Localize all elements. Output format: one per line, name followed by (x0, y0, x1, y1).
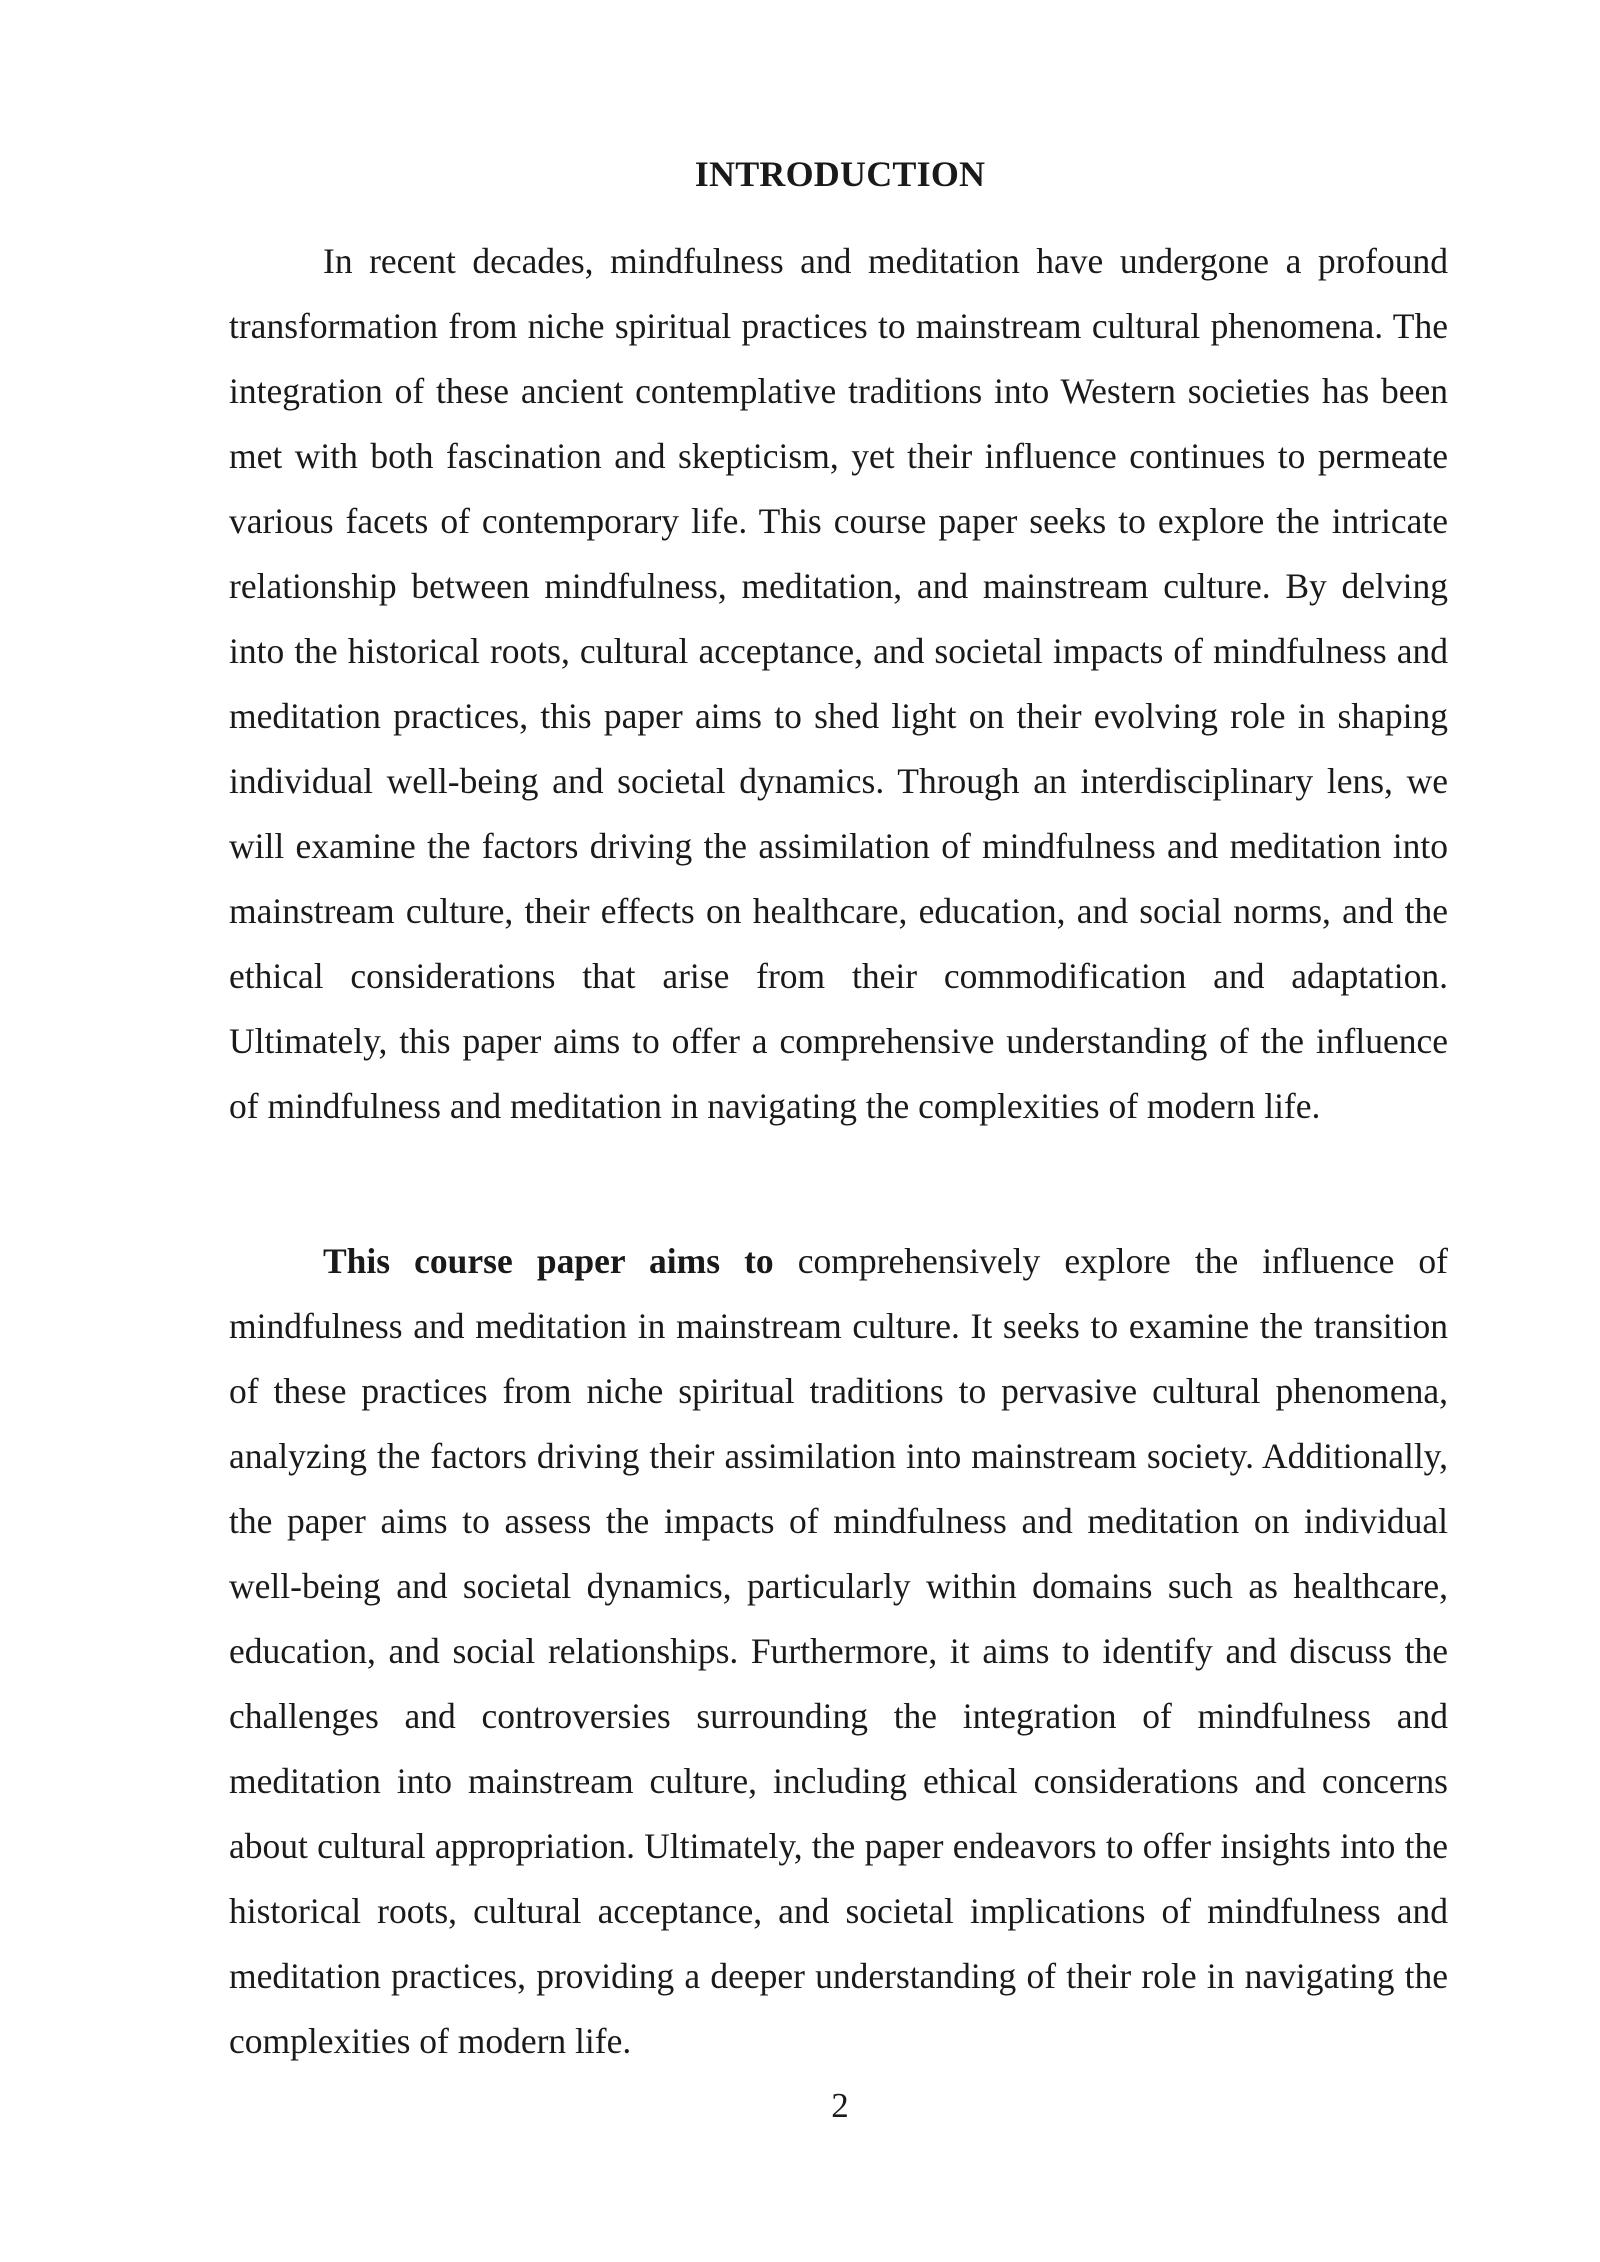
body-paragraph-1 (229, 229, 1448, 1139)
paragraph-2-text: comprehensively explore the influence of mindfulness and meditation in mainstream culture. It seeks to examine the transition of these practices from niche spiritual traditions to pervasive cultural phenomena, analyzing the factors driving their assimilation into mainstream society. Additionally, the paper aims to assess the impacts of mindfulness and meditation on individual well-being and societal dynamics, particularly within domains such as healthcare, education, and social relationships. Furthermore, it aims to identify and discuss the challenges and controversies surrounding the integration of mindfulness and meditation into mainstream culture, including ethical considerations and concerns about cultural appropriation. Ultimately, the paper endeavors to offer insights into the historical roots, cultural acceptance, and societal implications of mindfulness and meditation practices, providing a deeper understanding of their role in navigating the complexities of modern life. (229, 1241, 1449, 2061)
paragraph-2-bold-lead: This course paper aims to (323, 1241, 774, 1281)
page-number: 2 (831, 2086, 849, 2125)
section-heading: INTRODUCTION (694, 154, 986, 194)
paragraph-1-text: In recent decades, mindfulness and meditation have undergone a profound transformation from niche spiritual practices to mainstream cultural phenomena. The integration of these ancient contemplative traditions into Western societies has been met with both fascination and skepticism, yet their influence continues to permeate various facets of contemporary life. This course paper seeks to explore the intricate relationship between mindfulness, meditation, and mainstream culture. By delving into the historical roots, cultural acceptance, and societal impacts of mindfulness and meditation practices, this paper aims to shed light on their evolving role in shaping individual well-being and societal dynamics. Through an interdisciplinary lens, we will examine the factors driving the assimilation of mindfulness and meditation into mainstream culture, their effects on healthcare, education, and social norms, and the ethical considerations that arise from their commodification and adaptation. Ultimately, this paper aims to offer a comprehensive understanding of the influence of mindfulness and meditation in navigating the complexities of modern life. (229, 241, 1448, 1126)
body-paragraph-2 (229, 1229, 1448, 2074)
